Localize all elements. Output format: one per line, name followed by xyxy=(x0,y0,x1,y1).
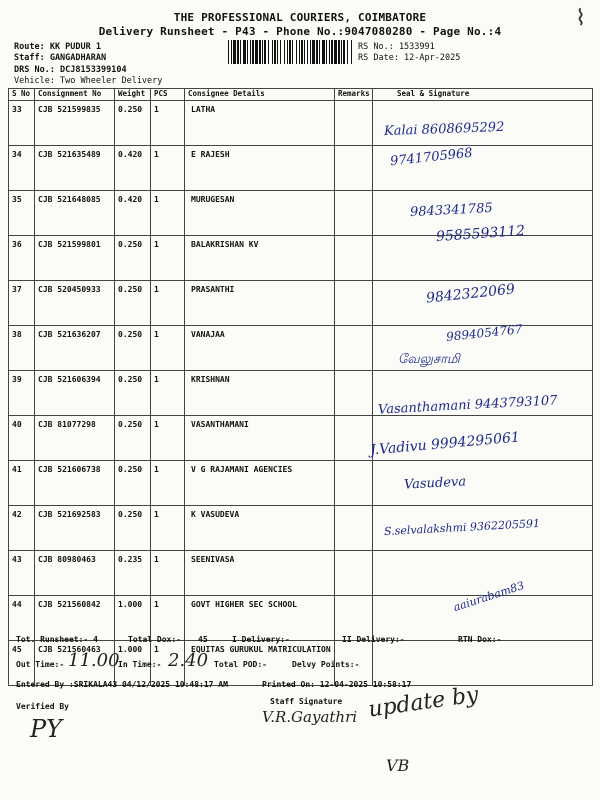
seal-signature-handwritten: Vasudeva xyxy=(403,474,467,493)
barcode-bar xyxy=(331,40,333,64)
row-pcs: 1 xyxy=(151,281,185,326)
row-consignment-no: CJB 521648085 xyxy=(35,191,115,236)
barcode-bar xyxy=(312,40,315,64)
row-consignee: VANAJAA xyxy=(185,326,335,371)
col-header-consignee: Consignee Details xyxy=(185,89,335,101)
out-time-label: Out Time:- xyxy=(16,660,65,669)
barcode-bar xyxy=(299,40,300,64)
seal-signature-handwritten: Vasanthamani 9443793107 xyxy=(377,393,558,418)
barcode-bar xyxy=(287,40,288,64)
row-sno: 36 xyxy=(9,236,35,281)
row-consignment-no: CJB 521560463 xyxy=(35,641,115,686)
row-weight: 0.250 xyxy=(115,371,151,416)
barcode-bar xyxy=(347,40,348,64)
row-consignee: SEENIVASA xyxy=(185,551,335,596)
barcode-bar xyxy=(259,40,261,64)
delvy-points: Delvy Points:- xyxy=(292,660,360,669)
row-weight: 0.250 xyxy=(115,506,151,551)
barcode-bar xyxy=(277,40,278,64)
row-pcs: 1 xyxy=(151,596,185,641)
runsheet-subtitle: Delivery Runsheet - P43 - Phone No.:9047080280 - Page No.:4 xyxy=(98,25,502,38)
barcode-bar xyxy=(243,40,246,64)
barcode xyxy=(228,40,353,64)
verified-by: Verified By xyxy=(16,702,69,711)
row-consignment-no: CJB 521635489 xyxy=(35,146,115,191)
barcode-bar xyxy=(255,40,258,64)
barcode-bar xyxy=(341,40,342,64)
barcode-bar xyxy=(284,40,285,64)
barcode-bar xyxy=(272,40,273,64)
row-remarks xyxy=(335,596,373,641)
col-header-pcs: PCS xyxy=(151,89,185,101)
row-sno: 44 xyxy=(9,596,35,641)
in-time-label: In Time:- xyxy=(118,660,162,669)
drs-number: DRS No.: DCJ8153399104 xyxy=(14,65,127,75)
vehicle: Vehicle: Two Wheeler Delivery xyxy=(14,76,163,86)
row-weight: 0.250 xyxy=(115,101,151,146)
row-consignment-no: CJB 521636207 xyxy=(35,326,115,371)
row-seal-cell xyxy=(373,551,593,596)
row-pcs: 1 xyxy=(151,101,185,146)
barcode-bar xyxy=(252,40,254,64)
total-dox-label: Total Dox:- xyxy=(128,635,181,644)
col-header-remarks: Remarks xyxy=(335,89,373,101)
row-consignment-no: CJB 521692583 xyxy=(35,506,115,551)
row-pcs: 1 xyxy=(151,551,185,596)
table-row xyxy=(9,596,593,641)
row-weight: 1.000 xyxy=(115,641,151,686)
barcode-bar xyxy=(274,40,276,64)
seal-signature-handwritten: வேலுசாமி xyxy=(398,352,460,367)
table-header-row xyxy=(9,89,593,101)
row-remarks xyxy=(335,551,373,596)
barcode-bar xyxy=(237,40,239,64)
col-header-weight: Weight xyxy=(115,89,151,101)
table-row xyxy=(9,101,593,146)
col-header-seal: Seal & Signature xyxy=(373,89,593,101)
row-sno: 35 xyxy=(9,191,35,236)
row-sno: 45 xyxy=(9,641,35,686)
entered-by: Entered By :SRIKALA43 04/12/2025 10:48:17 AM xyxy=(16,680,228,689)
table-row xyxy=(9,461,593,506)
staff-signature-handwritten: V.R.Gayathri xyxy=(262,708,358,726)
i-delivery: I Delivery:- xyxy=(232,635,290,644)
row-sno: 39 xyxy=(9,371,35,416)
row-pcs: 1 xyxy=(151,641,185,686)
row-consignee: PRASANTHI xyxy=(185,281,335,326)
company-title: THE PROFESSIONAL COURIERS, COIMBATORE xyxy=(173,11,427,24)
row-remarks xyxy=(335,461,373,506)
barcode-bar xyxy=(307,40,308,64)
row-weight: 1.000 xyxy=(115,596,151,641)
row-remarks xyxy=(335,506,373,551)
row-remarks xyxy=(335,236,373,281)
row-consignment-no: CJB 521599835 xyxy=(35,101,115,146)
col-header-consignment: Consignment No xyxy=(35,89,115,101)
barcode-bar xyxy=(262,40,263,64)
row-pcs: 1 xyxy=(151,371,185,416)
barcode-bar xyxy=(231,40,232,64)
barcode-bar xyxy=(268,40,269,64)
barcode-bar xyxy=(343,40,345,64)
barcode-bar xyxy=(289,40,291,64)
row-weight: 0.420 xyxy=(115,191,151,236)
row-pcs: 1 xyxy=(151,146,185,191)
row-consignee: E RAJESH xyxy=(185,146,335,191)
barcode-bar xyxy=(310,40,311,64)
row-consignment-no: CJB 521560842 xyxy=(35,596,115,641)
row-weight: 0.250 xyxy=(115,416,151,461)
barcode-bar xyxy=(301,40,303,64)
row-remarks xyxy=(335,146,373,191)
row-consignment-no: CJB 521606394 xyxy=(35,371,115,416)
barcode-bar xyxy=(304,40,305,64)
row-sno: 40 xyxy=(9,416,35,461)
row-pcs: 1 xyxy=(151,191,185,236)
barcode-bar xyxy=(250,40,251,64)
rs-date: RS Date: 12-Apr-2025 xyxy=(358,53,461,63)
rs-number: RS No.: 1533991 xyxy=(358,42,435,52)
row-consignment-no: CJB 81077298 xyxy=(35,416,115,461)
barcode-bar xyxy=(319,40,320,64)
row-seal-cell xyxy=(373,641,593,686)
row-sno: 42 xyxy=(9,506,35,551)
barcode-bar xyxy=(322,40,325,64)
bottom-initials: VB xyxy=(386,756,410,775)
update-note-handwritten: update by xyxy=(366,682,481,723)
row-seal-cell xyxy=(373,236,593,281)
seal-signature-handwritten: J.Vadivu 9994295061 xyxy=(369,429,521,459)
row-consignment-no: CJB 521606738 xyxy=(35,461,115,506)
row-sno: 33 xyxy=(9,101,35,146)
seal-signature-handwritten: 9843341785 xyxy=(409,200,494,221)
barcode-bar xyxy=(329,40,330,64)
total-dox-value: 45 xyxy=(198,635,208,644)
corner-mark: ⌇ xyxy=(575,6,586,31)
row-consignee: EQUITAS GURUKUL MATRICULATION xyxy=(185,641,335,686)
row-pcs: 1 xyxy=(151,461,185,506)
rtn-dox: RTN Dox:- xyxy=(458,635,502,644)
row-weight: 0.250 xyxy=(115,461,151,506)
barcode-bar xyxy=(264,40,266,64)
row-remarks xyxy=(335,371,373,416)
row-pcs: 1 xyxy=(151,236,185,281)
verified-initials: PY xyxy=(30,715,62,743)
row-weight: 0.250 xyxy=(115,236,151,281)
row-weight: 0.235 xyxy=(115,551,151,596)
row-consignee: LATHA xyxy=(185,101,335,146)
seal-signature-handwritten: S.selvalakshmi 9362205591 xyxy=(383,516,541,539)
row-consignee: GOVT HIGHER SEC SCHOOL xyxy=(185,596,335,641)
barcode-bar xyxy=(334,40,337,64)
barcode-bar xyxy=(351,40,352,64)
row-consignee: V G RAJAMANI AGENCIES xyxy=(185,461,335,506)
table-row xyxy=(9,146,593,191)
barcode-bar xyxy=(326,40,327,64)
row-weight: 0.250 xyxy=(115,281,151,326)
row-consignee: MURUGESAN xyxy=(185,191,335,236)
row-remarks xyxy=(335,416,373,461)
row-pcs: 1 xyxy=(151,326,185,371)
staff: Staff: GANGADHARAN xyxy=(14,53,107,63)
seal-signature-handwritten: 9842322069 xyxy=(425,281,516,307)
row-consignment-no: CJB 80980463 xyxy=(35,551,115,596)
row-consignee: BALAKRISHAN KV xyxy=(185,236,335,281)
row-sno: 38 xyxy=(9,326,35,371)
row-pcs: 1 xyxy=(151,416,185,461)
row-remarks xyxy=(335,326,373,371)
row-weight: 0.250 xyxy=(115,326,151,371)
out-time-handwritten: 11.00 xyxy=(68,650,120,671)
row-pcs: 1 xyxy=(151,506,185,551)
row-remarks xyxy=(335,191,373,236)
row-consignee: VASANTHAMANI xyxy=(185,416,335,461)
row-sno: 43 xyxy=(9,551,35,596)
row-consignee: KRISHNAN xyxy=(185,371,335,416)
barcode-bar xyxy=(280,40,281,64)
seal-signature-handwritten: 9585593112 xyxy=(435,222,526,246)
barcode-bar xyxy=(247,40,248,64)
barcode-bar xyxy=(292,40,293,64)
row-sno: 41 xyxy=(9,461,35,506)
row-remarks xyxy=(335,281,373,326)
barcode-bar xyxy=(240,40,241,64)
staff-signature-label: Staff Signature xyxy=(270,697,343,706)
barcode-bar xyxy=(296,40,297,64)
route: Route: KK PUDUR 1 xyxy=(14,42,101,52)
barcode-bar xyxy=(233,40,236,64)
seal-signature-handwritten: 9894054767 xyxy=(445,322,523,344)
row-weight: 0.420 xyxy=(115,146,151,191)
in-time-handwritten: 2.40 xyxy=(168,650,209,671)
row-consignment-no: CJB 520450933 xyxy=(35,281,115,326)
barcode-bar xyxy=(316,40,318,64)
tot-runsheet: Tot. Runsheet:- 4 xyxy=(16,635,98,644)
row-sno: 34 xyxy=(9,146,35,191)
row-consignee: K VASUDEVA xyxy=(185,506,335,551)
seal-signature-handwritten: 9741705968 xyxy=(389,145,474,170)
seal-signature-handwritten: aaiurabam83 xyxy=(451,578,526,615)
row-sno: 37 xyxy=(9,281,35,326)
ii-delivery: II Delivery:- xyxy=(342,635,405,644)
barcode-bar xyxy=(228,40,229,64)
seal-signature-handwritten: Kalai 8608695292 xyxy=(383,119,505,140)
col-header-sno: S No xyxy=(9,89,35,101)
row-remarks xyxy=(335,101,373,146)
total-pod: Total POD:- xyxy=(214,660,267,669)
row-consignment-no: CJB 521599801 xyxy=(35,236,115,281)
table-row xyxy=(9,236,593,281)
printed-on: Printed On: 12-04-2025 10:58:17 xyxy=(262,680,412,689)
barcode-bar xyxy=(338,40,340,64)
